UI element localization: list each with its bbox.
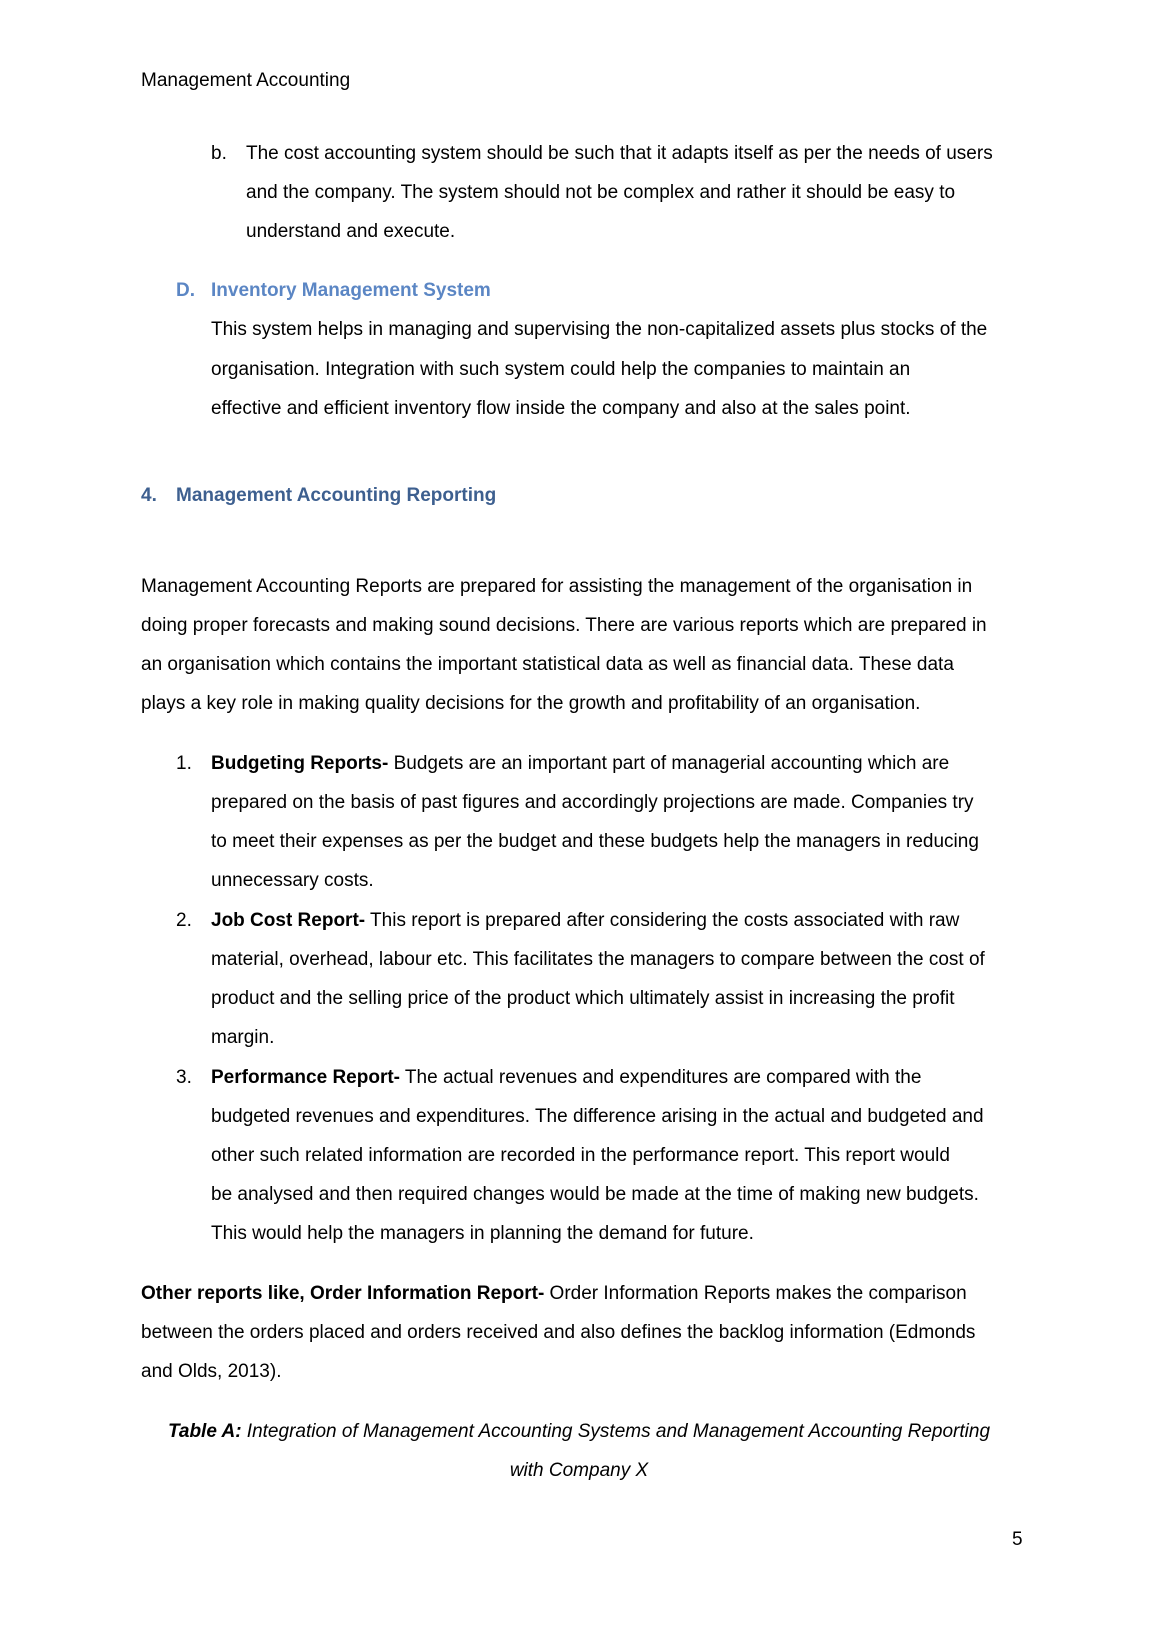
- paragraph-line: to meet their expenses as per the budget and these budgets help the managers in reducing: [211, 831, 979, 852]
- list-marker: 3.: [176, 1067, 192, 1088]
- paragraph-line: material, overhead, labour etc. This facilitates the managers to compare between the cost of: [211, 949, 985, 970]
- paragraph-line: The cost accounting system should be such that it adapts itself as per the needs of users: [246, 143, 993, 164]
- paragraph-line: plays a key role in making quality decisions for the growth and profitability of an organisation.: [141, 693, 921, 714]
- paragraph-line: and the company. The system should not be complex and rather it should be easy to: [246, 182, 956, 203]
- paragraph-line: budgeted revenues and expenditures. The difference arising in the actual and budgeted and: [211, 1106, 984, 1127]
- paragraph-text: The actual revenues and expenditures are compared with the: [400, 1067, 922, 1088]
- list-marker: 2.: [176, 910, 192, 931]
- paragraph-line: doing proper forecasts and making sound decisions. There are various reports which are prepared in: [141, 615, 987, 636]
- paragraph-line: product and the selling price of the product which ultimately assist in increasing the profit: [211, 988, 955, 1009]
- paragraph-line: Management Accounting Reports are prepared for assisting the management of the organisation in: [141, 576, 973, 597]
- paragraph-line: understand and execute.: [246, 221, 456, 242]
- page-number: 5: [1012, 1529, 1023, 1550]
- paragraph-line: between the orders placed and orders received and also defines the backlog information (Edmonds: [141, 1322, 976, 1343]
- item-label: Job Cost Report-: [211, 910, 366, 931]
- paragraph-text: Budgets are an important part of managerial accounting which are: [388, 753, 950, 774]
- paragraph-line: and Olds, 2013).: [141, 1361, 282, 1382]
- paragraph-line: prepared on the basis of past figures and accordingly projections are made. Companies try: [211, 792, 974, 813]
- paragraph-line: This system helps in managing and supervising the non-capitalized assets plus stocks of the: [211, 319, 988, 340]
- paragraph-text: Order Information Reports makes the comparison: [544, 1283, 967, 1304]
- section-heading: Inventory Management System: [211, 280, 491, 301]
- paragraph-line: other such related information are recorded in the performance report. This report would: [211, 1145, 950, 1166]
- list-marker: 1.: [176, 753, 192, 774]
- paragraph-line: organisation. Integration with such system could help the companies to maintain an: [211, 359, 911, 380]
- running-header: Management Accounting: [141, 70, 351, 91]
- section-marker: 4.: [141, 485, 157, 506]
- paragraph-line: be analysed and then required changes would be made at the time of making new budgets.: [211, 1184, 979, 1205]
- caption-text: Integration of Management Accounting Systems and Management Accounting Reporting: [241, 1421, 991, 1442]
- paragraph-line: an organisation which contains the important statistical data as well as financial data. These data: [141, 654, 954, 675]
- list-marker: b.: [211, 143, 227, 164]
- paragraph-line: effective and efficient inventory flow inside the company and also at the sales point.: [211, 398, 911, 419]
- paragraph-text: This report is prepared after considering the costs associated with raw: [365, 910, 960, 931]
- item-label: Budgeting Reports-: [211, 753, 389, 774]
- item-label: Performance Report-: [211, 1067, 400, 1088]
- paragraph-line: margin.: [211, 1027, 275, 1048]
- paragraph-line: This would help the managers in planning the demand for future.: [211, 1223, 754, 1244]
- caption-text: with Company X: [509, 1460, 649, 1481]
- section-marker: D.: [176, 280, 195, 301]
- caption-label: Table A:: [167, 1421, 242, 1442]
- paragraph-line: unnecessary costs.: [211, 870, 374, 891]
- section-heading: Management Accounting Reporting: [176, 485, 497, 506]
- paragraph-label: Other reports like, Order Information Report-: [141, 1283, 545, 1304]
